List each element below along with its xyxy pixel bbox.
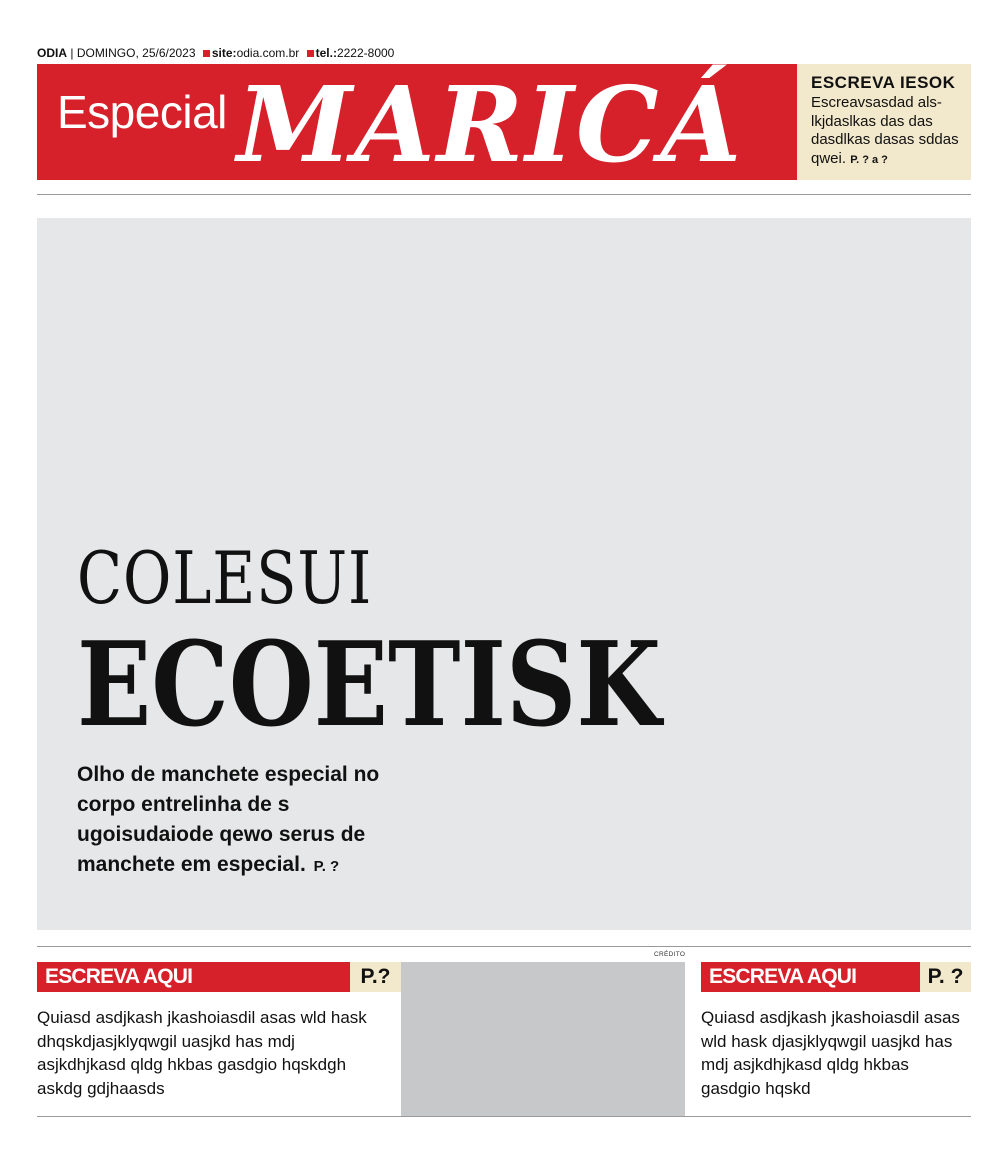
left-story-body: Quiasd asdjkash jkashoiasdil asas wld hask dhqskdjasjklyqwgil uasjkd has mdj asjkdhjkasd qldg hkbas gasdgio hqskdgh askdg gdjhaasds — [37, 1008, 367, 1098]
red-square-icon — [203, 50, 210, 57]
edition-date: DOMINGO, 25/6/2023 — [76, 46, 196, 60]
divider — [37, 1116, 971, 1117]
teaser-box[interactable] — [797, 64, 971, 180]
left-page-ref: P.? — [350, 962, 401, 992]
brand-name: ODIA — [37, 46, 67, 60]
main-kicker: COLESUI — [77, 536, 373, 620]
right-page-ref: P. ? — [920, 962, 971, 992]
edition-info-line — [37, 44, 394, 62]
left-story[interactable] — [37, 962, 401, 1100]
divider — [37, 194, 971, 195]
main-deck — [77, 760, 417, 882]
teaser-title: ESCREVA IESOK — [811, 73, 956, 92]
main-page-ref: P. ? — [313, 858, 340, 875]
main-deck-text: Olho de manchete especial no corpo entrelinha de s ugoisudaiode qewo serus de manchete em especial. — [77, 763, 380, 876]
teaser-page-ref: P. ? a ? — [850, 153, 888, 166]
left-section-header — [37, 962, 401, 992]
right-section-label: ESCREVA AQUI — [701, 962, 920, 992]
teaser-text: Escreavsasdad als-lkjdaslkas das das dasdlkas dasas sddas qwei. — [811, 94, 959, 167]
right-story[interactable] — [701, 962, 971, 1100]
secondary-photo-placeholder — [401, 962, 685, 1116]
right-section-header — [701, 962, 971, 992]
red-square-icon — [307, 50, 314, 57]
masthead-especial-label: Especial — [57, 86, 227, 138]
masthead-banner — [37, 64, 797, 180]
separator: | — [70, 46, 74, 60]
left-section-label: ESCREVA AQUI — [37, 962, 350, 992]
main-headline[interactable]: ECOETISK — [77, 617, 662, 753]
right-story-body: Quiasd asdjkash jkashoiasdil asas wld hask djasjklyqwgil uasjkd has mdj asjkdhjkasd qldg hkbas gasdgio hqskd — [701, 1008, 960, 1098]
tel-number: 2222-8000 — [336, 46, 395, 60]
divider — [37, 946, 971, 947]
teaser-body — [811, 94, 967, 169]
site-url: odia.com.br — [236, 46, 300, 60]
tel-label: tel.: — [315, 46, 337, 60]
photo-credit: CRÉDITO — [654, 951, 686, 958]
masthead-title: MARICÁ — [237, 64, 744, 180]
main-photo-placeholder — [37, 218, 971, 930]
site-label: site: — [211, 46, 237, 60]
